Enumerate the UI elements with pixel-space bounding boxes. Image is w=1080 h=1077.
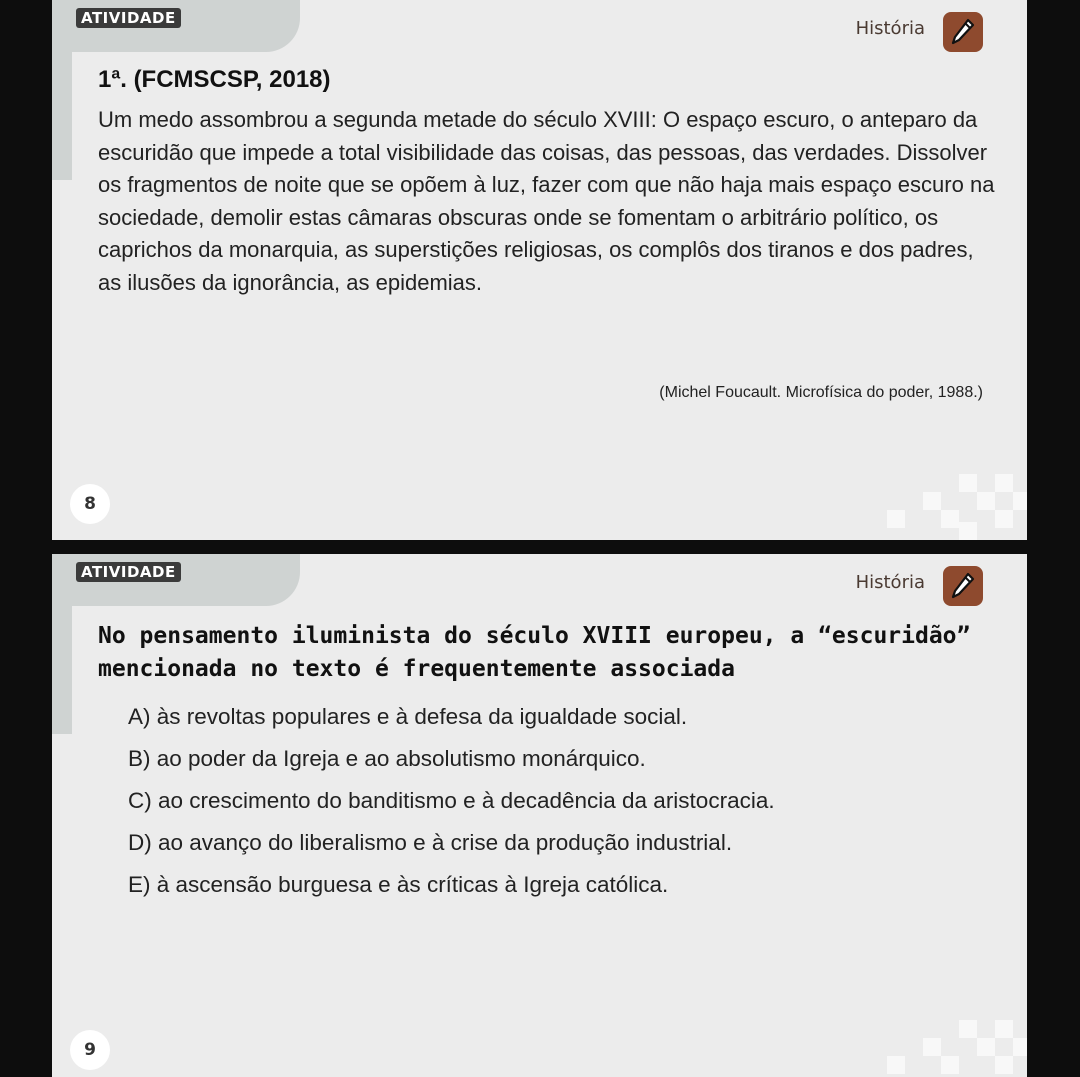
side-strip bbox=[52, 0, 72, 180]
page-number: 8 bbox=[70, 484, 110, 524]
option-b: B) ao poder da Igreja e ao absolutismo monárquico. bbox=[128, 746, 646, 771]
subject-label: História bbox=[855, 18, 925, 39]
question-text: No pensamento iluminista do século XVIII europeu, a “escuridão” mencionada no texto é frequentemente associada bbox=[98, 623, 971, 682]
citation: (Michel Foucault. Microfísica do poder, 1988.) bbox=[659, 384, 983, 401]
passage-text: Um medo assombrou a segunda metade do século XVIII: O espaço escuro, o anteparo da escuridão que impede a total visibilidade das coisas, das pessoas, das verdades. Dissolver os fragmentos de noite que se opõem à luz, fazer com que não haja mais espaço escuro na sociedade, demolir estas câmaras obscuras onde se fomentam o arbitrário político, os caprichos da monarquia, as superstições religiosas, os complôs dos tiranos e dos padres, as ilusões da ignorância, as epidemias. bbox=[98, 107, 995, 295]
pencil-icon bbox=[943, 12, 983, 52]
activity-badge: ATIVIDADE bbox=[76, 8, 181, 28]
option-d: D) ao avanço do liberalismo e à crise da produção industrial. bbox=[128, 830, 733, 855]
pencil-icon bbox=[943, 566, 983, 606]
option-e: E) à ascensão burguesa e às críticas à Igreja católica. bbox=[128, 872, 669, 897]
slide-page-9 bbox=[52, 554, 1027, 1077]
pixel-decoration bbox=[877, 470, 1027, 540]
side-strip bbox=[52, 554, 72, 734]
option-a: A) às revoltas populares e à defesa da igualdade social. bbox=[128, 704, 688, 729]
slide-page-8 bbox=[52, 0, 1027, 540]
page-number: 9 bbox=[70, 1030, 110, 1070]
subject-label: História bbox=[855, 572, 925, 593]
answer-options bbox=[128, 696, 775, 906]
activity-badge: ATIVIDADE bbox=[76, 562, 181, 582]
option-c: C) ao crescimento do banditismo e à decadência da aristocracia. bbox=[128, 788, 775, 813]
question-title: 1ª. (FCMSCSP, 2018) bbox=[98, 66, 331, 93]
pixel-decoration bbox=[877, 1016, 1027, 1077]
